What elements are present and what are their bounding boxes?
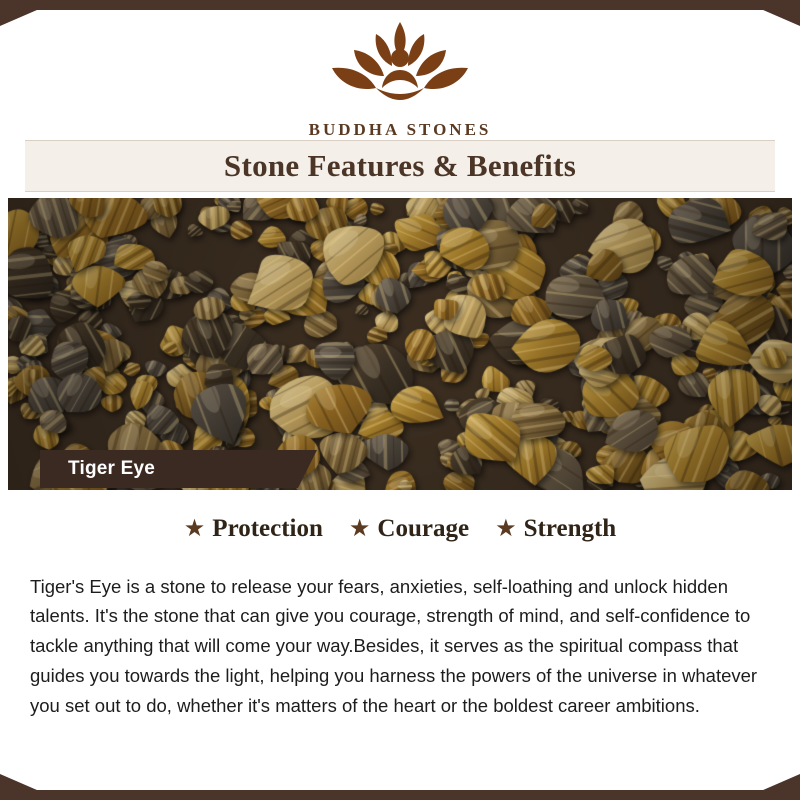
benefit-label: Courage [377,515,470,542]
frame-edge-bottom [0,790,800,800]
brand-logo [0,18,800,143]
page-title: Stone Features & Benefits [223,148,577,183]
stone-photo [8,198,792,490]
frame-edge-top [0,0,800,10]
benefit-label: Strength [523,515,617,542]
benefit-item-courage [349,515,469,543]
star-icon: ★ [495,515,517,542]
stone-description: Tiger's Eye is a stone to release your fears, anxieties, self-loathing and unlock hidden talents. It's the stone that can give you courage, strength of mind, and self-confidence to tackle anything that will come your way.Besides, it serves as the spiritual compass that guides you towards the light, helping you harness the powers of the universe in whatever you set out to do, whether it's matters of the heart or the boldest career ambitions. [30,575,758,717]
title-banner [25,140,775,192]
brand-name: BUDDHA STONES [308,120,492,139]
benefit-item-strength [495,515,616,543]
star-icon: ★ [348,515,371,542]
star-icon: ★ [183,515,206,542]
stone-name-label: Tiger Eye [68,458,155,479]
benefits-row [0,515,800,543]
benefit-item-protection [184,515,323,543]
stone-name-tab [40,450,298,488]
stone-photo-canvas [8,198,792,490]
benefit-label: Protection [212,515,323,542]
lotus-meditation-icon [310,18,490,118]
